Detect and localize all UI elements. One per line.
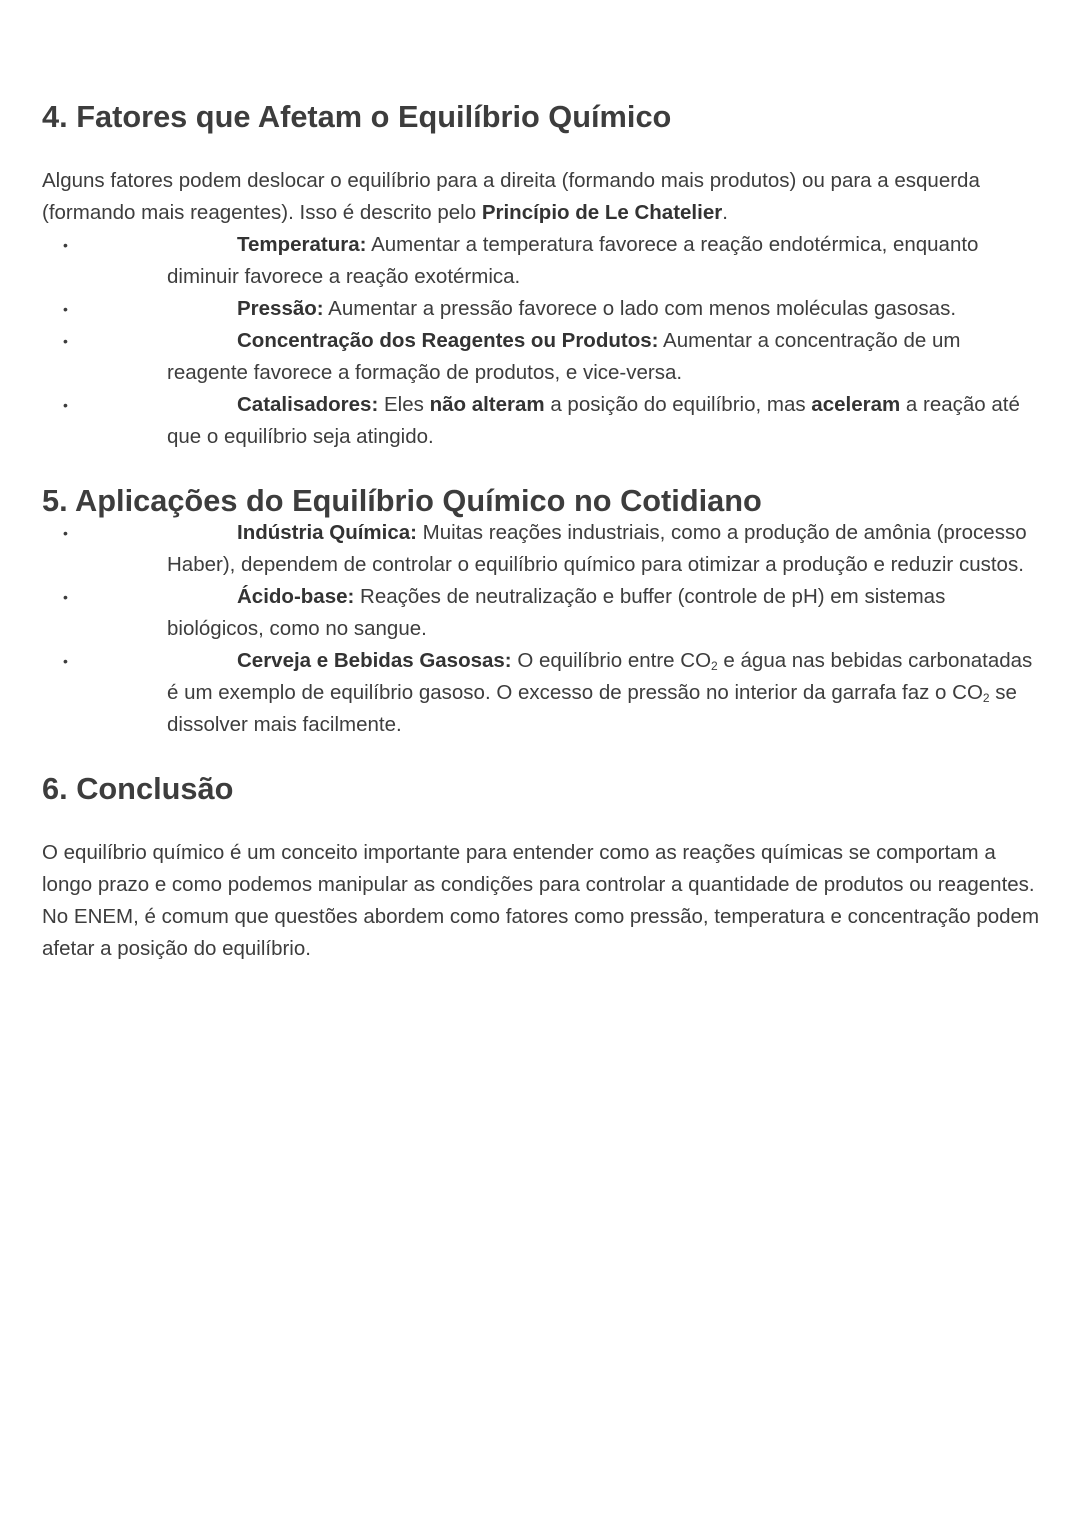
bullet-icon: • <box>63 653 68 669</box>
item-label: Ácido-base: <box>237 585 355 608</box>
bullet-icon: • <box>63 525 68 541</box>
item-label: Indústria Química: <box>237 521 417 544</box>
conclusion-body: O equilíbrio químico é um conceito importante para entender como as reações químicas se comportam a longo prazo e como podemos manipular as condições para controlar a quantidade de produtos ou reagentes. No ENEM, é comum que questões abordem como fatores como pressão, temperatura e concentração podem afetar a posição do equilíbrio. <box>42 841 1040 960</box>
le-chatelier-bold: Princípio de Le Chatelier <box>481 201 723 224</box>
item-label: Cerveja e Bebidas Gasosas: <box>237 649 512 672</box>
list-item-industria <box>63 517 1040 581</box>
item-text: Aumentar a concentração de um reagente favorece a formação de produtos, e vice-versa. <box>167 329 961 384</box>
nao-alteram-bold: não alteram <box>429 393 545 416</box>
intro-text: Alguns fatores podem deslocar o equilíbrio para a direita (formando mais produtos) ou para a esquerda (formando mais reagentes). Isso é descrito pelo <box>42 169 980 224</box>
bullet-icon: • <box>63 397 68 413</box>
item-label: Temperatura: <box>237 233 367 256</box>
bullet-icon: • <box>63 301 68 317</box>
intro-end: . <box>722 201 728 224</box>
item-label: Catalisadores: <box>237 393 379 416</box>
item-label: Pressão: <box>237 297 324 320</box>
item-text: Reações de neutralização e buffer (controle de pH) em sistemas biológicos, como no sangue. <box>167 585 946 640</box>
aceleram-bold: aceleram <box>811 393 901 416</box>
item-text: Eles <box>378 393 430 416</box>
section-6-heading: 6. Conclusão <box>42 771 234 806</box>
list-item-pressao <box>63 293 1040 325</box>
bullet-icon: • <box>63 237 68 253</box>
subscript: 2 <box>711 659 718 673</box>
section-5-heading: 5. Aplicações do Equilíbrio Químico no Cotidiano <box>42 483 762 518</box>
item-text: Aumentar a temperatura favorece a reação endotérmica, enquanto diminuir favorece a reação exotérmica. <box>167 233 979 288</box>
applications-list <box>42 517 1040 741</box>
factors-list <box>42 229 1040 453</box>
list-item-bebidas <box>63 645 1040 741</box>
item-label: Concentração dos Reagentes ou Produtos: <box>237 329 659 352</box>
item-text: se dissolver mais facilmente. <box>167 681 1017 736</box>
subscript: 2 <box>982 691 990 705</box>
list-item-catalisadores <box>63 389 1040 453</box>
list-item-temperatura <box>63 229 1040 293</box>
section-4-heading: 4. Fatores que Afetam o Equilíbrio Químico <box>42 99 672 134</box>
bullet-icon: • <box>63 589 68 605</box>
item-text: Aumentar a pressão favorece o lado com menos moléculas gasosas. <box>323 297 957 320</box>
item-text: a reação até que o equilíbrio seja atingido. <box>167 393 1020 448</box>
item-text: e água nas bebidas carbonatadas é um exemplo de equilíbrio gasoso. O excesso de pressão no interior da garrafa faz o CO <box>167 649 1033 704</box>
bullet-icon: • <box>63 333 68 349</box>
item-text: Muitas reações industriais, como a produção de amônia (processo Haber), dependem de controlar o equilíbrio químico para otimizar a produção e reduzir custos. <box>167 521 1027 576</box>
item-text: O equilíbrio entre CO <box>511 649 712 672</box>
section-4-intro <box>42 165 1040 229</box>
item-text: a posição do equilíbrio, mas <box>544 393 812 416</box>
list-item-acido-base <box>63 581 1040 645</box>
list-item-concentracao <box>63 325 1040 389</box>
